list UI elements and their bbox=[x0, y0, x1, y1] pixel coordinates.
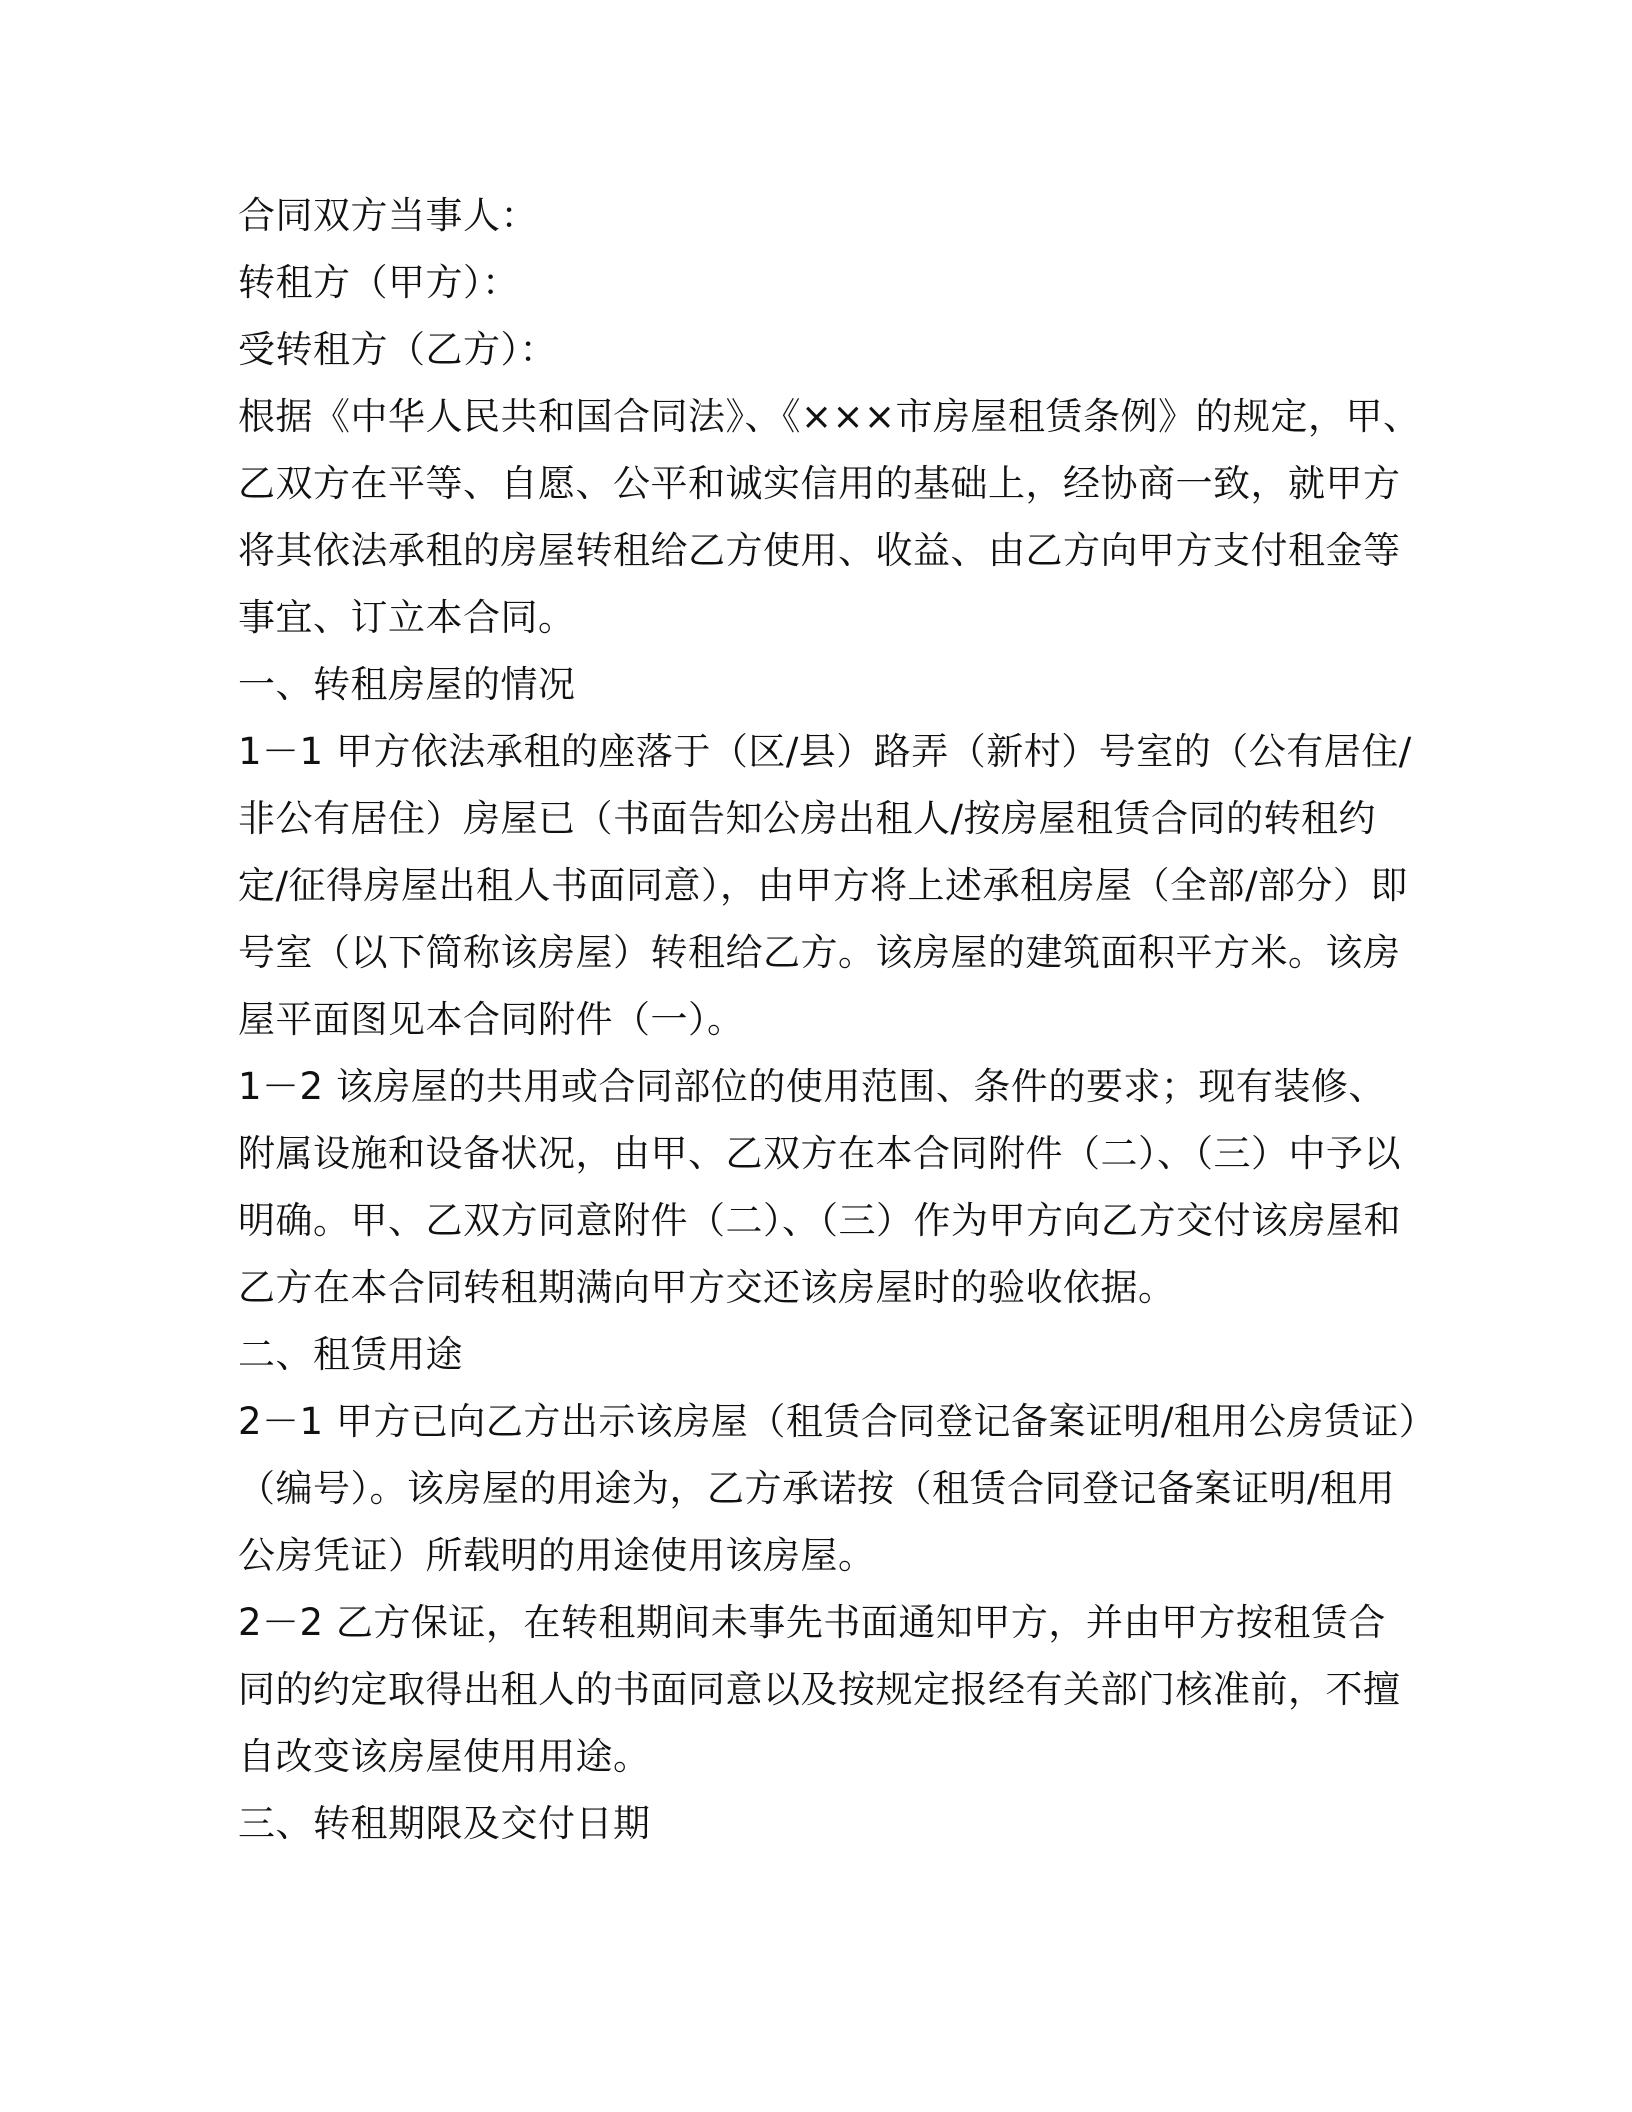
text-line: 2－2 乙方保证，在转租期间未事先书面通知甲方，并由甲方按租赁合 bbox=[238, 1601, 1386, 1644]
text-line: （编号）。该房屋的用途为，乙方承诺按（租赁合同登记备案证明/租用 bbox=[238, 1467, 1395, 1510]
text-line: 将其依法承租的房屋转租给乙方使用、收益、由乙方向甲方支付租金等 bbox=[238, 529, 1401, 572]
text-line: 事宜、订立本合同。 bbox=[238, 596, 576, 639]
sublessor-field: 转租方（甲方）： bbox=[238, 261, 520, 304]
text-line: 2－1 甲方已向乙方出示该房屋（租赁合同登记备案证明/租用公房赁证） bbox=[238, 1400, 1437, 1443]
preamble-paragraph bbox=[238, 383, 1421, 651]
section-heading: 一、转租房屋的情况 bbox=[238, 663, 576, 706]
text-line: 号室（以下简称该房屋）转租给乙方。该房屋的建筑面积平方米。该房 bbox=[238, 931, 1401, 974]
section-2 bbox=[238, 1321, 1437, 1790]
section-1 bbox=[238, 651, 1412, 1321]
text-line: 公房凭证）所载明的用途使用该房屋。 bbox=[238, 1534, 876, 1577]
text-line: 乙双方在平等、自愿、公平和诚实信用的基础上，经协商一致，就甲方 bbox=[238, 462, 1401, 505]
text-line: 定/征得房屋出租人书面同意），由甲方将上述承租房屋（全部/部分）即 bbox=[238, 864, 1408, 907]
parties-heading-block bbox=[238, 182, 1384, 383]
sublessee-field: 受转租方（乙方）： bbox=[238, 328, 557, 371]
text-line: 自改变该房屋使用用途。 bbox=[238, 1735, 651, 1778]
section-3 bbox=[238, 1790, 1384, 1857]
text-line: 附属设施和设备状况，由甲、乙双方在本合同附件（二）、（三）中予以 bbox=[238, 1132, 1401, 1175]
section-heading: 三、转租期限及交付日期 bbox=[238, 1802, 651, 1845]
text-line: 乙方在本合同转租期满向甲方交还该房屋时的验收依据。 bbox=[238, 1266, 1176, 1309]
text-line: 屋平面图见本合同附件（一）。 bbox=[238, 998, 745, 1041]
text-line: 1－1 甲方依法承租的座落于（区/县）路弄（新村）号室的（公有居住/ bbox=[238, 730, 1412, 773]
text-line: 根据《中华人民共和国合同法》、《×××市房屋租赁条例》的规定，甲、 bbox=[238, 395, 1421, 438]
text-line: 非公有居住）房屋已（书面告知公房出租人/按房屋租赁合同的转租约 bbox=[238, 797, 1376, 840]
contract-page bbox=[238, 182, 1437, 1857]
section-heading: 二、租赁用途 bbox=[238, 1333, 463, 1376]
text-line: 1－2 该房屋的共用或合同部位的使用范围、条件的要求；现有装修、 bbox=[238, 1065, 1386, 1108]
text-line: 同的约定取得出租人的书面同意以及按规定报经有关部门核准前，不擅 bbox=[238, 1668, 1401, 1711]
text-line: 明确。甲、乙双方同意附件（二）、（三）作为甲方向乙方交付该房屋和 bbox=[238, 1199, 1401, 1242]
parties-heading: 合同双方当事人： bbox=[238, 194, 538, 237]
